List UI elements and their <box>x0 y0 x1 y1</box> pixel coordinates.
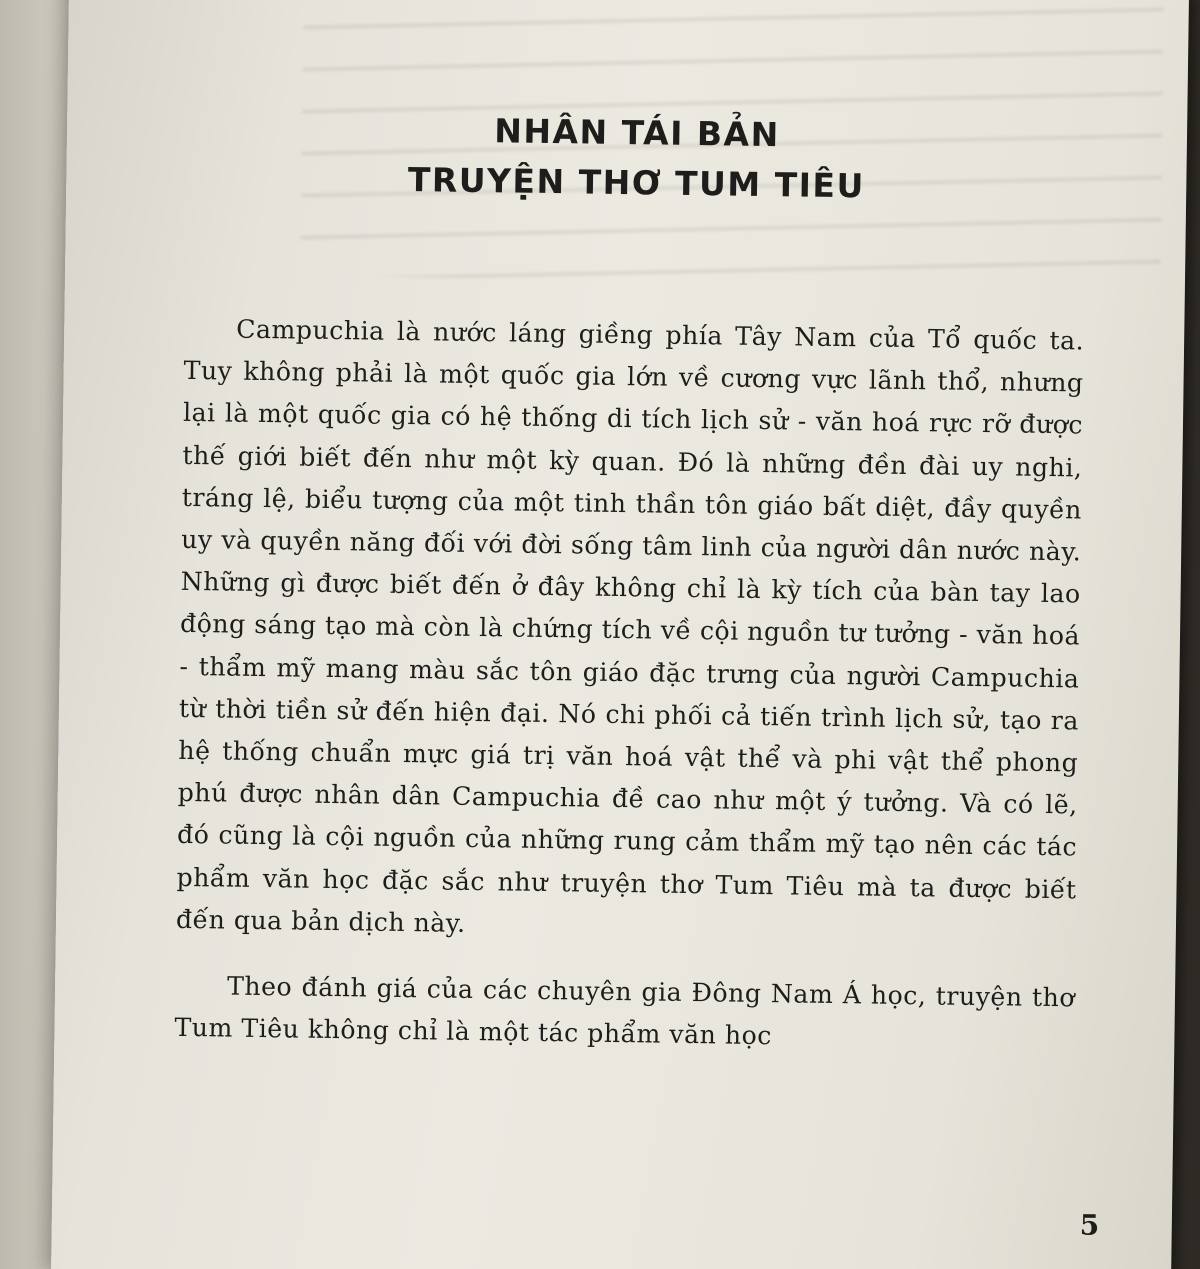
heading-line-2: TRUYỆN THƠ TUM TIÊU <box>407 159 866 206</box>
book-page <box>51 0 1189 1269</box>
page-number: 5 <box>1079 1208 1100 1242</box>
paragraph-2: Theo đánh giá của các chuyên gia Đông Nam Á học, truyện thơ Tum Tiêu không chỉ là một tác phẩm văn học <box>174 971 1076 1051</box>
heading-line-1: NHÂN TÁI BẢN <box>494 111 780 155</box>
paragraph-1: Campuchia là nước láng giềng phía Tây Nam của Tổ quốc ta. Tuy không phải là một quốc gia lớn về cương vực lãnh thổ, nhưng lại là một quốc gia có hệ thống di tích lịch sử - văn hoá rực rỡ được thế giới biết đến như một kỳ quan. Đó là những đền đài uy nghi, tráng lệ, biểu tượng của một tinh thần tôn giáo bất diệt, đầy quyền uy và quyền năng đối với đời sống tâm linh của người dân nước này. Những gì được biết đến ở đây không chỉ là kỳ tích của bàn tay lao động sáng tạo mà còn là chứng tích về cội nguồn tư tưởng - văn hoá - thẩm mỹ mang màu sắc tôn giáo đặc trưng của người Campuchia từ thời tiền sử đến hiện đại. Nó chi phối cả tiến trình lịch sử, tạo ra hệ thống chuẩn mực giá trị văn hoá vật thể và phi vật thể phong phú được nhân dân Campuchia đề cao như một ý tưởng. Và có lẽ, đó cũng là cội nguồn của những rung cảm thẩm mỹ tạo nên các tác phẩm văn học đặc sắc như truyện thơ Tum Tiêu mà ta được biết đến qua bản dịch này. <box>175 314 1085 938</box>
chapter-heading <box>186 102 1087 215</box>
body-text <box>174 308 1084 1062</box>
page-content <box>174 102 1087 1062</box>
